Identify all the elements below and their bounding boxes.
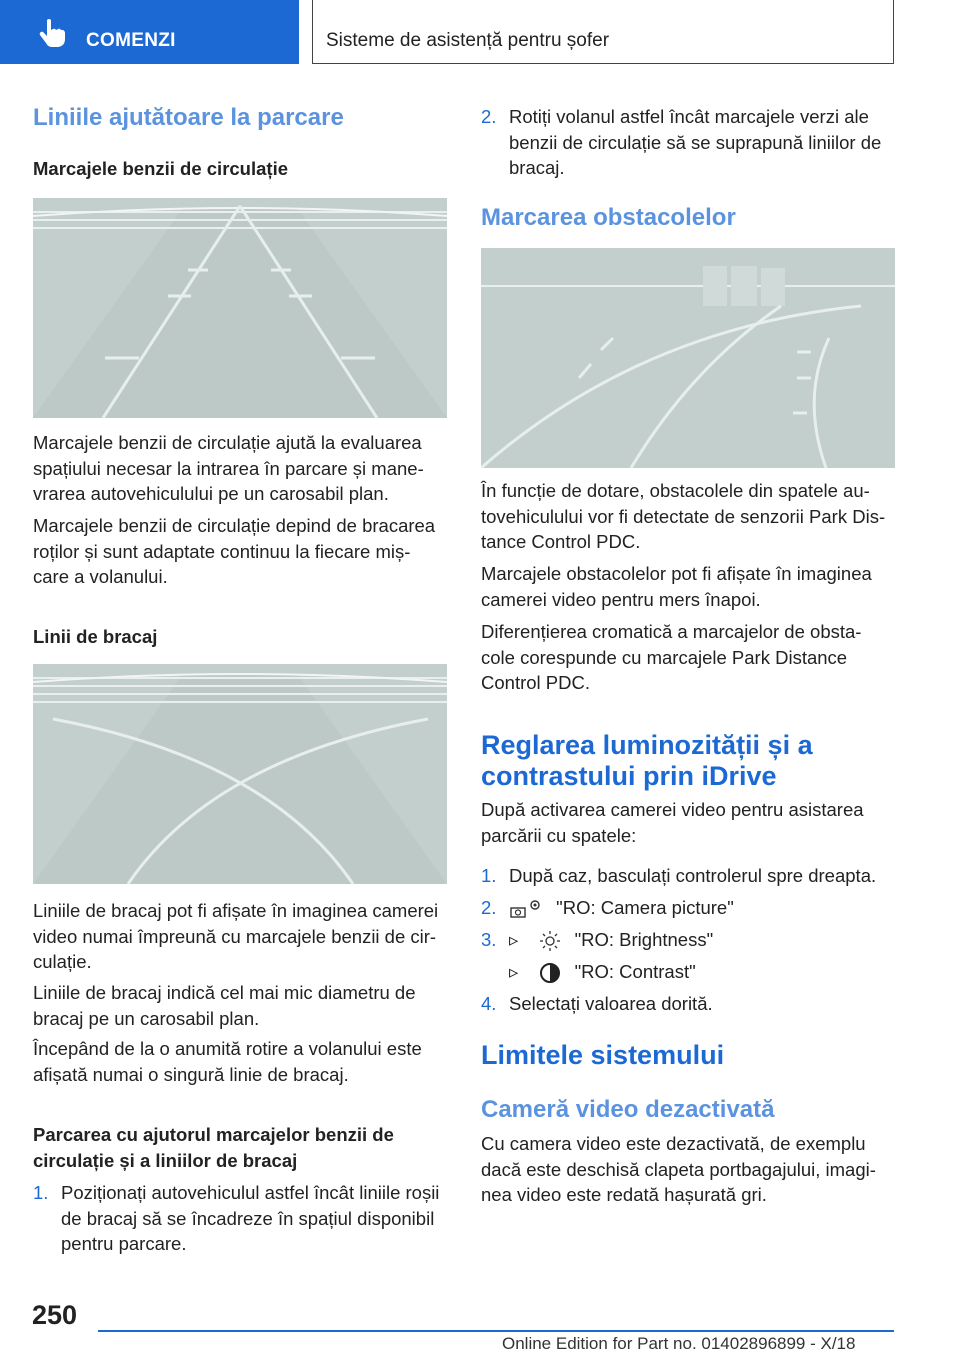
step-text (509, 895, 734, 921)
text-line: Marcajele obstacolelor pot fi afișate în imaginea (481, 563, 872, 584)
step-number: 2. (481, 106, 497, 127)
text-line: parcării cu spatele: (481, 824, 637, 846)
heading-obstacle-markings: Marcarea obstacolelor (481, 204, 736, 231)
text-line: tance Control PDC. (481, 531, 641, 552)
turning-paragraph-3 (33, 1036, 422, 1087)
heading-line: contrastului prin iDrive (481, 761, 777, 791)
lane-paragraph-2 (33, 513, 435, 590)
page-number: 250 (32, 1300, 78, 1330)
text-line: Cu camera video este dezactivată, de exemplu (481, 1133, 866, 1154)
text-line: spațiului necesar la intrarea în parcare și mane- (33, 457, 424, 479)
arrow-right-icon: ▹ (509, 961, 519, 982)
step-text (509, 959, 696, 985)
text-line: de bracaj să se încadreze în spațiul disponibil (61, 1207, 435, 1229)
text-line: În funcție de dotare, obstacolele din spatele au- (481, 480, 870, 501)
step-text (61, 1180, 439, 1257)
contrast-label: "RO: Contrast" (574, 961, 696, 982)
step-number: 3. (481, 929, 497, 950)
section-tab (0, 0, 299, 64)
text-line: pentru parcare. (61, 1233, 187, 1254)
step-number: 1. (33, 1182, 49, 1203)
text-line: Diferențierea cromatică a marcajelor de obsta- (481, 621, 862, 642)
text-line: video numai împreună cu marcajele benzii de cir- (33, 925, 437, 947)
turning-lines-figure (33, 664, 447, 884)
text-line: După activarea camerei video pentru asistarea (481, 799, 864, 820)
heading-brightness-contrast (481, 730, 813, 792)
camera-picture-label: "RO: Camera picture" (556, 897, 734, 918)
text-line: afișată numai o singură linie de bracaj. (33, 1063, 349, 1085)
heading-turning-lines: Linii de bracaj (33, 626, 158, 647)
lane-markings-figure (33, 198, 447, 418)
text-line: Liniile de bracaj pot fi afișate în imaginea camerei (33, 900, 439, 921)
turning-paragraph-1 (33, 898, 438, 975)
text-line: tovehiculului vor fi detectate de senzorii Park Dis- (481, 505, 886, 527)
text-line: cole corespunde cu marcajele Park Distance (481, 646, 848, 668)
heading-parking-lines: Liniile ajutătoare la parcare (33, 104, 344, 131)
step-text (509, 927, 713, 953)
section-title: COMENZI (86, 30, 176, 51)
camera-disabled-paragraph (481, 1131, 876, 1208)
text-line: benzii de circulație să se suprapună liniilor de (509, 131, 882, 153)
footer-divider (98, 1330, 894, 1332)
text-line: bracaj. (509, 157, 565, 178)
text-line: Poziționați autovehiculul astfel încât liniile roșii (61, 1182, 440, 1203)
text-line: camerei video pentru mers înapoi. (481, 588, 761, 610)
heading-system-limits: Limitele sistemului (481, 1040, 725, 1070)
text-line: Marcajele benzii de circulație ajută la evaluarea (33, 432, 422, 453)
obstacle-paragraph-1 (481, 478, 885, 555)
heading-line: Reglarea luminozității și a (481, 730, 813, 760)
step-number: 4. (481, 993, 497, 1014)
turning-paragraph-2 (33, 980, 416, 1031)
text-line: bracaj pe un carosabil plan. (33, 1007, 260, 1029)
obstacle-paragraph-3 (481, 619, 861, 696)
lane-paragraph-1 (33, 430, 424, 507)
heading-line: circulație și a liniilor de bracaj (33, 1150, 298, 1171)
arrow-right-icon: ▹ (509, 929, 519, 950)
heading-parking-combined (33, 1122, 394, 1174)
text-line: culație. (33, 951, 92, 972)
text-line: Rotiți volanul astfel încât marcajele verzi ale (509, 106, 869, 127)
obstacle-paragraph-2 (481, 561, 872, 612)
heading-line: Parcarea cu ajutorul marcajelor benzii de (33, 1124, 394, 1145)
contrast-icon (539, 962, 561, 984)
lane-markings-illustration (33, 198, 447, 418)
step-text: Selectați valoarea dorită. (509, 993, 713, 1014)
step-number: 1. (481, 865, 497, 886)
text-line: Marcajele benzii de circulație depind de bracarea (33, 515, 436, 536)
hand-pointer-icon (38, 17, 66, 47)
obstacle-markings-figure (481, 248, 895, 468)
text-line: roților și sunt adaptate continuu la fiecare miș- (33, 540, 411, 562)
step-number: 2. (481, 897, 497, 918)
heading-lane-markings: Marcajele benzii de circulație (33, 158, 288, 179)
camera-settings-icon (509, 898, 543, 920)
chapter-title: Sisteme de asistență pentru șofer (326, 30, 610, 51)
chapter-header (312, 0, 894, 64)
text-line: Liniile de bracaj indică cel mai mic diametru de (33, 982, 416, 1003)
text-line: Începând de la o anumită rotire a volanului este (33, 1038, 422, 1059)
text-line: care a volanului. (33, 566, 168, 587)
text-line: dacă este deschisă clapeta portbagajului, imagi- (481, 1158, 876, 1180)
obstacle-markings-illustration (481, 248, 895, 468)
text-line: nea video este redată hașurată gri. (481, 1184, 767, 1205)
brightness-intro (481, 797, 864, 848)
heading-camera-disabled: Cameră video dezactivată (481, 1096, 775, 1123)
text-line: Control PDC. (481, 672, 590, 693)
brightness-label: "RO: Brightness" (574, 929, 714, 950)
step-text: După caz, basculați controlerul spre dreapta. (509, 865, 877, 886)
step-text (509, 104, 881, 181)
turning-lines-illustration (33, 664, 447, 884)
text-line: vrarea autovehiculului pe un carosabil plan. (33, 483, 389, 504)
edition-note: Online Edition for Part no. 01402896899 - X/18 (502, 1334, 856, 1353)
brightness-icon (539, 930, 561, 952)
